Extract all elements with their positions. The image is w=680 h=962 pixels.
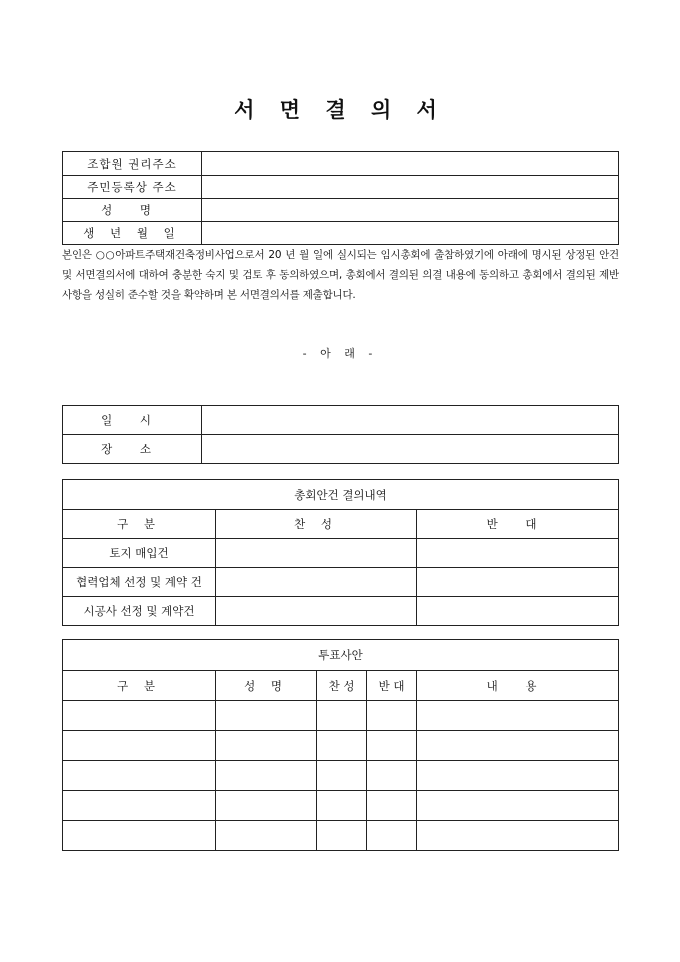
vote-title: 투표사안: [63, 640, 619, 671]
birth-field[interactable]: [202, 222, 619, 245]
table-row: [63, 761, 619, 791]
vote-title-row: [63, 640, 619, 671]
vote-header-content: 내 용: [417, 671, 619, 701]
approve-cell[interactable]: [216, 597, 417, 626]
vote-category-cell[interactable]: [63, 701, 216, 731]
table-row: [63, 791, 619, 821]
vote-name-cell[interactable]: [216, 731, 317, 761]
agenda-title-row: [63, 480, 619, 510]
agenda-header-category: 구 분: [63, 510, 216, 539]
vote-approve-cell[interactable]: [317, 731, 367, 761]
vote-header-row: [63, 671, 619, 701]
agenda-item-label: 협력업체 선정 및 계약 건: [63, 568, 216, 597]
vote-name-cell[interactable]: [216, 791, 317, 821]
datetime-field[interactable]: [202, 406, 619, 435]
place-label: 장 소: [63, 435, 202, 464]
name-row: [63, 199, 619, 222]
vote-header-approve: 찬 성: [317, 671, 367, 701]
vote-header-name: 성 명: [216, 671, 317, 701]
registered-address-row: [63, 176, 619, 199]
vote-oppose-cell[interactable]: [367, 701, 417, 731]
vote-oppose-cell[interactable]: [367, 731, 417, 761]
oppose-cell[interactable]: [417, 539, 619, 568]
name-label: 성 명: [63, 199, 202, 222]
vote-name-cell[interactable]: [216, 821, 317, 851]
consent-statement: 본인은 ○○아파트주택재건축정비사업으로서 20 년 월 일에 실시되는 임시총회에 출참하였기에 아래에 명시된 상정된 안건 및 서면결의서에 대하여 충분한 숙지 및 검토 후 동의하였으며, 총회에서 결의된 의결 내용에 동의하고 총회에서 결의된 제반사항을 성실히 준수할 것을 확약하며 본 서면결의서를 제출합니다.: [62, 249, 619, 301]
table-row: [63, 821, 619, 851]
datetime-label: 일 시: [63, 406, 202, 435]
table-row: [63, 701, 619, 731]
vote-content-cell[interactable]: [417, 821, 619, 851]
table-row: [63, 539, 619, 568]
meeting-table: [62, 405, 619, 464]
address-label: 조합원 권리주소: [63, 152, 202, 176]
agenda-title: 총회안건 결의내역: [63, 480, 619, 510]
approve-cell[interactable]: [216, 568, 417, 597]
vote-approve-cell[interactable]: [317, 791, 367, 821]
datetime-row: [63, 406, 619, 435]
vote-approve-cell[interactable]: [317, 761, 367, 791]
agenda-table: [62, 479, 619, 626]
vote-header-oppose: 반 대: [367, 671, 417, 701]
vote-approve-cell[interactable]: [317, 701, 367, 731]
vote-table: [62, 639, 619, 851]
birth-label: 생 년 월 일: [63, 222, 202, 245]
registered-address-label: 주민등록상 주소: [63, 176, 202, 199]
agenda-header-oppose: 반 대: [417, 510, 619, 539]
vote-name-cell[interactable]: [216, 761, 317, 791]
vote-oppose-cell[interactable]: [367, 791, 417, 821]
vote-content-cell[interactable]: [417, 791, 619, 821]
vote-content-cell[interactable]: [417, 701, 619, 731]
vote-oppose-cell[interactable]: [367, 821, 417, 851]
document-title: 서 면 결 의 서: [234, 98, 446, 122]
vote-content-cell[interactable]: [417, 731, 619, 761]
address-field[interactable]: [202, 152, 619, 176]
vote-category-cell[interactable]: [63, 791, 216, 821]
member-info-table: [62, 151, 619, 245]
vote-oppose-cell[interactable]: [367, 761, 417, 791]
place-row: [63, 435, 619, 464]
name-field[interactable]: [202, 199, 619, 222]
vote-content-cell[interactable]: [417, 761, 619, 791]
vote-category-cell[interactable]: [63, 731, 216, 761]
registered-address-field[interactable]: [202, 176, 619, 199]
agenda-item-label: 토지 매입건: [63, 539, 216, 568]
vote-category-cell[interactable]: [63, 761, 216, 791]
table-row: [63, 568, 619, 597]
table-row: [63, 731, 619, 761]
vote-approve-cell[interactable]: [317, 821, 367, 851]
address-row: [63, 152, 619, 176]
oppose-cell[interactable]: [417, 568, 619, 597]
place-field[interactable]: [202, 435, 619, 464]
agenda-item-label: 시공사 선정 및 계약건: [63, 597, 216, 626]
vote-category-cell[interactable]: [63, 821, 216, 851]
oppose-cell[interactable]: [417, 597, 619, 626]
agenda-header-row: [63, 510, 619, 539]
below-heading: - 아 래 -: [302, 347, 378, 360]
vote-header-category: 구 분: [63, 671, 216, 701]
approve-cell[interactable]: [216, 539, 417, 568]
vote-name-cell[interactable]: [216, 701, 317, 731]
agenda-header-approve: 찬 성: [216, 510, 417, 539]
table-row: [63, 597, 619, 626]
birth-row: [63, 222, 619, 245]
